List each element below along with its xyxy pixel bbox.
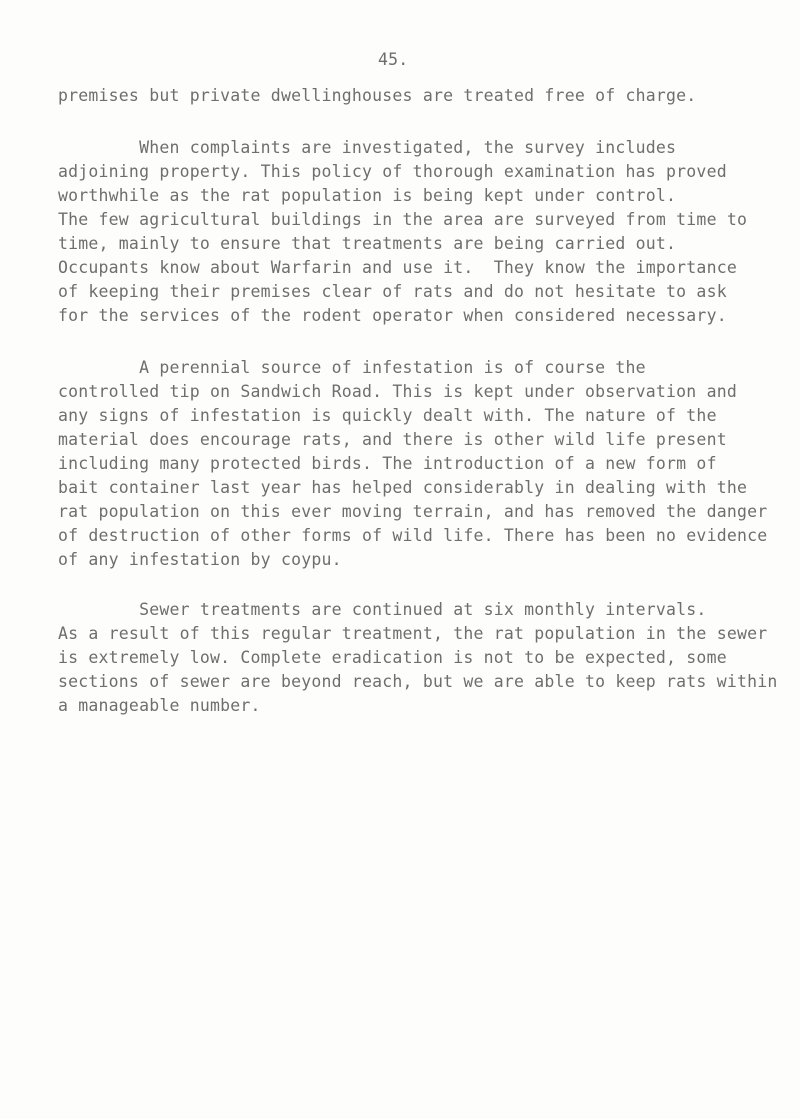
- text-line: adjoining property. This policy of thorough examination has proved: [58, 162, 727, 181]
- text-line: including many protected birds. The introduction of a new form of: [58, 454, 717, 473]
- text-line: The few agricultural buildings in the area are surveyed from time to: [58, 210, 748, 229]
- text-line: worthwhile as the rat population is being kept under control.: [58, 186, 677, 205]
- text-line: rat population on this ever moving terrain, and has removed the danger: [58, 502, 768, 521]
- text-line: premises but private dwellinghouses are treated free of charge.: [58, 86, 697, 105]
- text-line: Occupants know about Warfarin and use it. They know the importance: [58, 258, 737, 277]
- text-line: As a result of this regular treatment, the rat population in the sewer: [58, 624, 768, 643]
- text-line: A perennial source of infestation is of course the: [58, 358, 646, 377]
- page-number: 45.: [378, 50, 409, 69]
- text-line: material does encourage rats, and there is other wild life present: [58, 430, 727, 449]
- text-line: of destruction of other forms of wild life. There has been no evidence: [58, 526, 768, 545]
- text-line: for the services of the rodent operator when considered necessary.: [58, 306, 727, 325]
- text-line: of any infestation by coypu.: [58, 550, 342, 569]
- text-line: any signs of infestation is quickly dealt with. The nature of the: [58, 406, 717, 425]
- text-line: a manageable number.: [58, 696, 261, 715]
- text-line: When complaints are investigated, the survey includes: [58, 138, 677, 157]
- text-line: controlled tip on Sandwich Road. This is kept under observation and: [58, 382, 737, 401]
- text-line: bait container last year has helped considerably in dealing with the: [58, 478, 748, 497]
- text-line: sections of sewer are beyond reach, but we are able to keep rats within: [58, 672, 778, 691]
- text-line: time, mainly to ensure that treatments are being carried out.: [58, 234, 677, 253]
- text-line: is extremely low. Complete eradication is not to be expected, some: [58, 648, 727, 667]
- text-line: of keeping their premises clear of rats and do not hesitate to ask: [58, 282, 727, 301]
- text-line: Sewer treatments are continued at six monthly intervals.: [58, 600, 707, 619]
